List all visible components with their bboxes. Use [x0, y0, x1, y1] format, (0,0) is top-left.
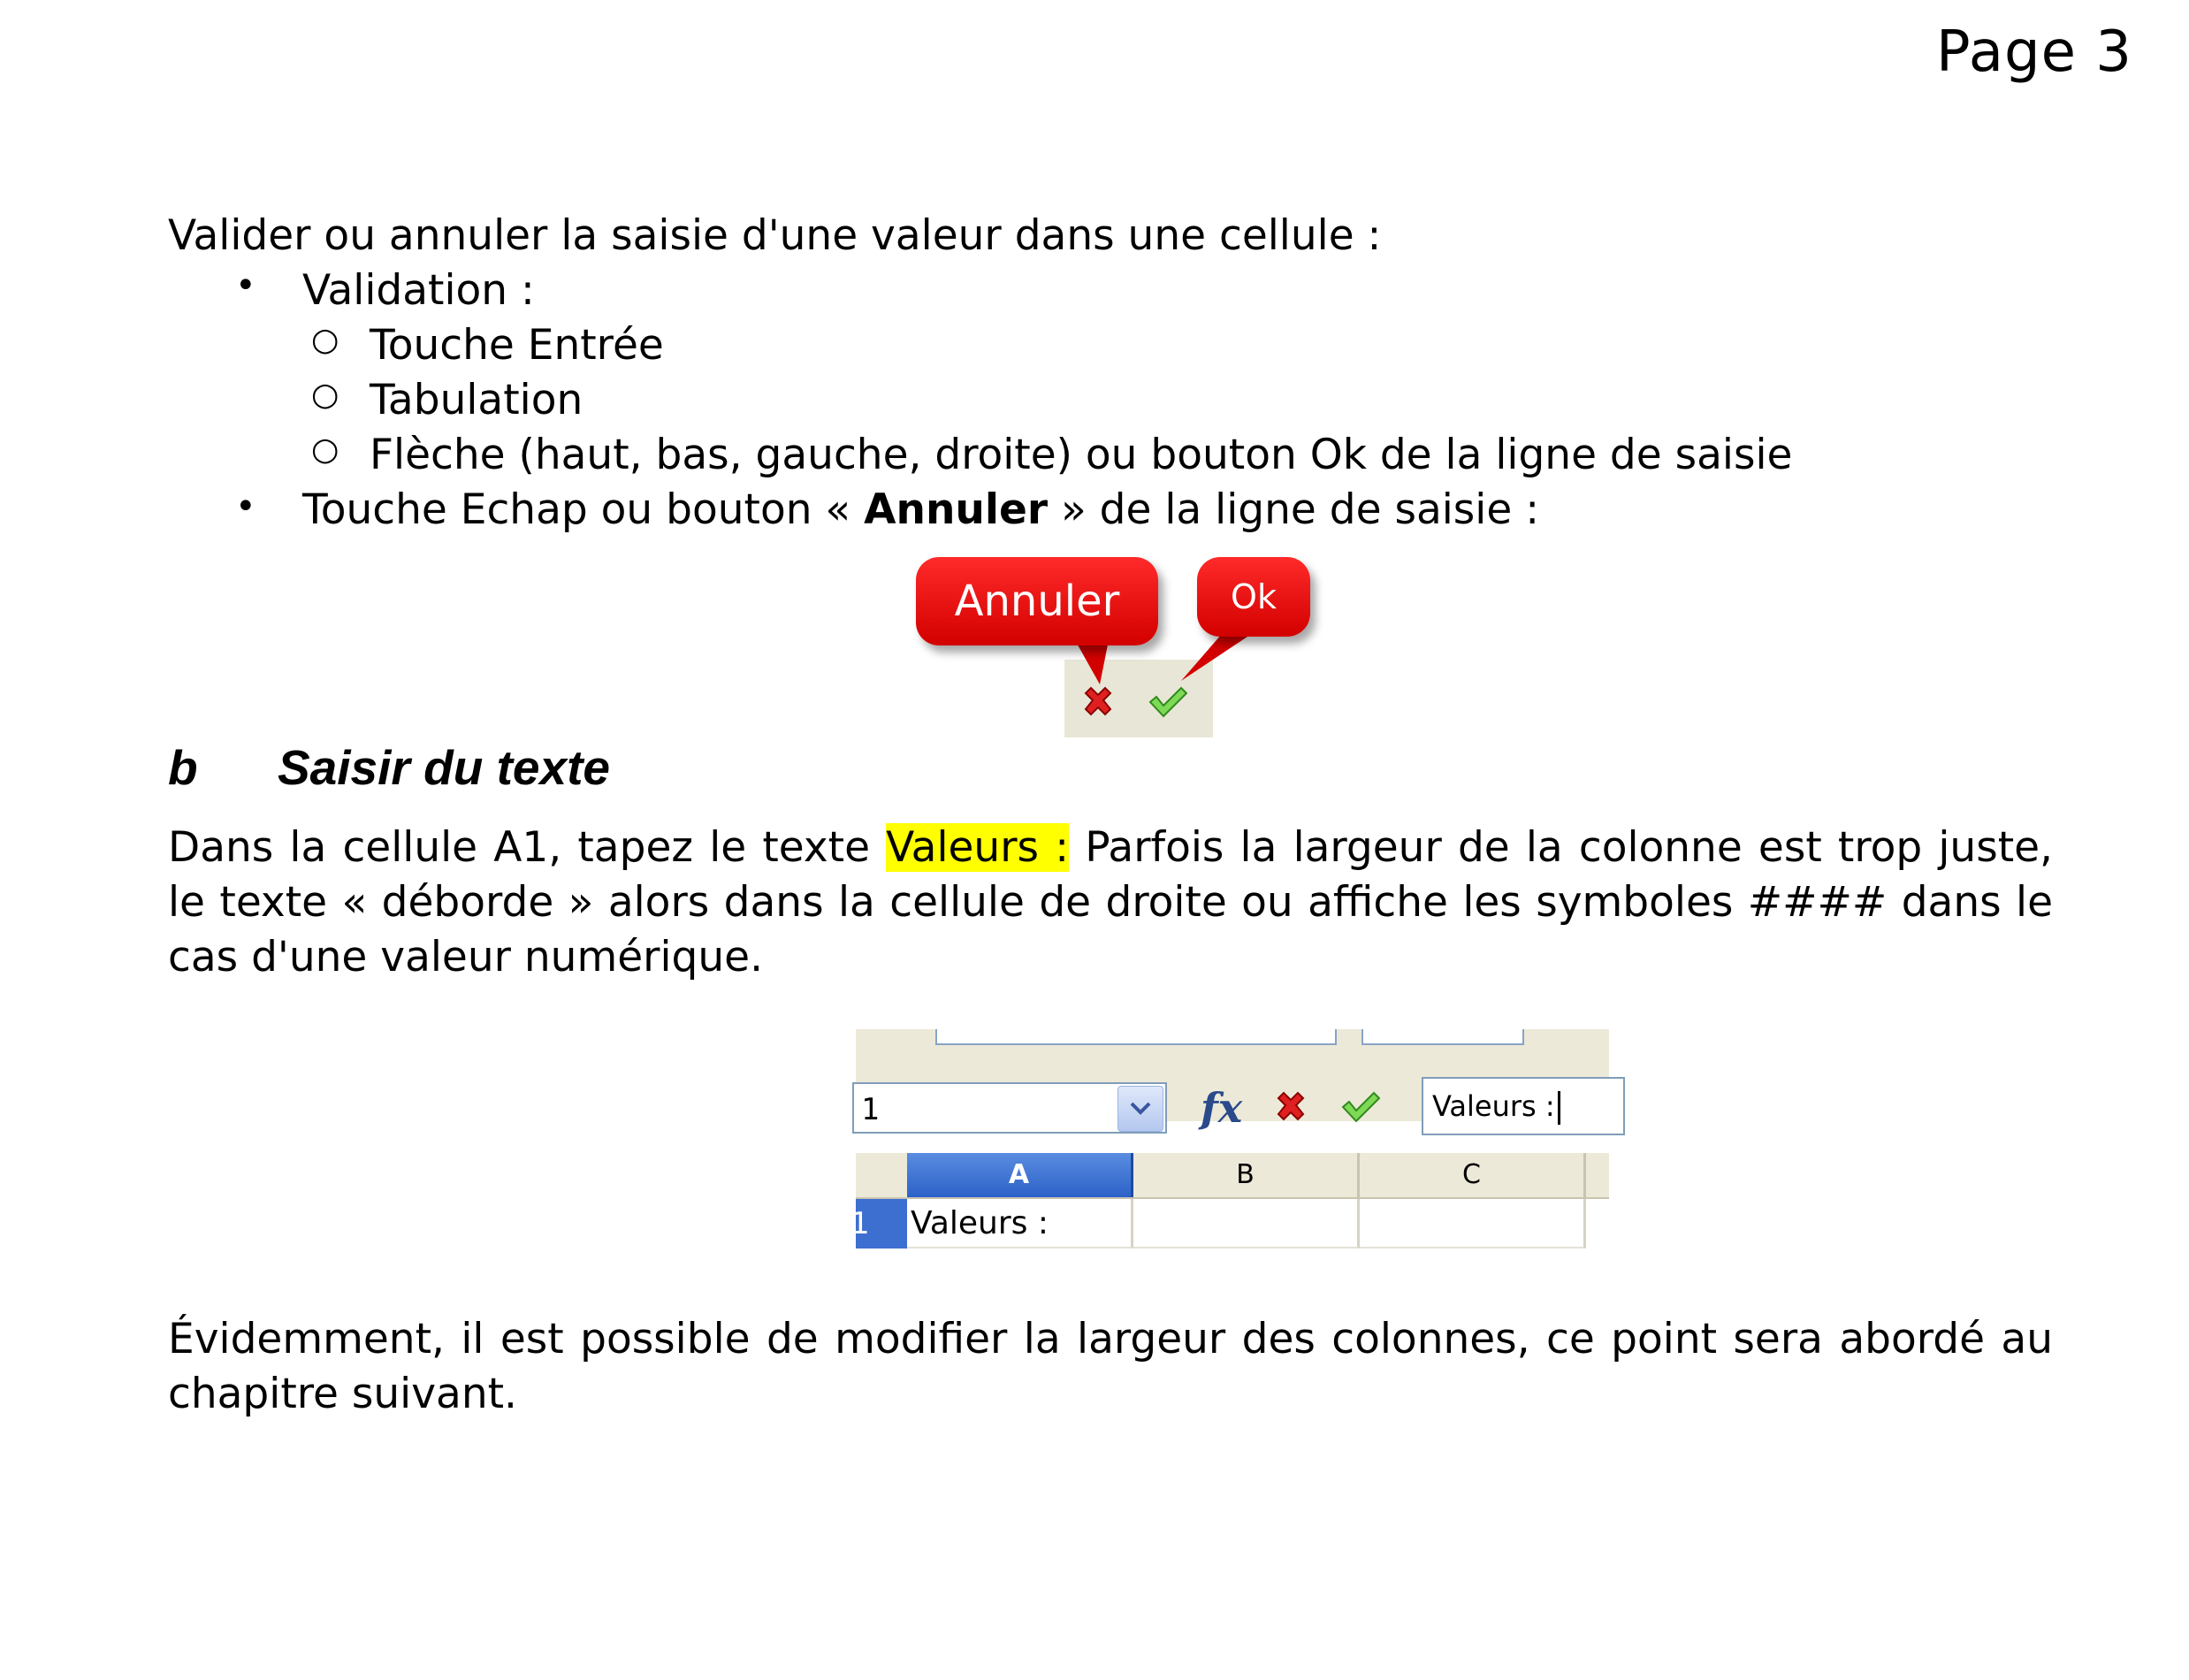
ok-check-icon[interactable]	[1148, 684, 1188, 720]
spreadsheet-figure	[850, 1029, 1609, 1256]
cancel-x-icon[interactable]	[1080, 684, 1116, 720]
intro-line: Valider ou annuler la saisie d'une valeur dans une cellule :	[168, 211, 1382, 260]
bullet-echap-after: » de la ligne de saisie :	[1048, 485, 1540, 534]
bullet-glyph: •	[235, 265, 256, 306]
sub-bullet-glyph: ○	[311, 322, 339, 358]
chevron-down-icon	[1128, 1100, 1153, 1118]
name-box-dropdown[interactable]	[1117, 1086, 1163, 1132]
bullet-echap	[302, 483, 1539, 538]
column-header-b[interactable]: B	[1133, 1153, 1360, 1197]
cell-c1[interactable]	[1360, 1199, 1586, 1249]
function-wizard-icon[interactable]: fx	[1201, 1084, 1243, 1132]
bullet-glyph: •	[235, 486, 256, 527]
column-header-a[interactable]: A	[907, 1153, 1133, 1197]
bullet-validation: Validation :	[302, 266, 535, 315]
paragraph-evidemment: Évidemment, il est possible de modifier la largeur des colonnes, ce point sera abordé au chapitre suivant.	[168, 1315, 2053, 1418]
text-caret	[1558, 1091, 1560, 1125]
column-header-c[interactable]: C	[1360, 1153, 1586, 1197]
paragraph-saisir-texte	[168, 821, 2053, 985]
paragraph1-before: Dans la cellule A1, tapez le texte	[168, 823, 887, 872]
bullet-echap-bold: Annuler	[864, 485, 1049, 534]
toolbar-field[interactable]	[935, 1029, 1337, 1045]
name-box[interactable]: 1	[852, 1082, 1167, 1134]
section-letter: b	[168, 740, 198, 795]
cell-b1[interactable]	[1133, 1199, 1360, 1249]
paragraph1-after: Parfois la largeur de la colonne est trop juste, le texte « déborde » alors dans la cellule de droite ou affiche les symboles #### dans le cas d'une valeur numérique.	[168, 823, 2053, 981]
row-header-1[interactable]: 1	[856, 1199, 907, 1249]
cancel-x-icon[interactable]	[1273, 1089, 1308, 1125]
page-number: Page 3	[1936, 19, 2132, 85]
annuler-callout: Annuler	[916, 557, 1158, 645]
sub-bullet-glyph: ○	[311, 377, 339, 413]
ok-callout: Ok	[1197, 557, 1310, 637]
sub-item-tabulation: Tabulation	[370, 376, 583, 424]
bullet-echap-before: Touche Echap ou bouton «	[302, 485, 865, 534]
toolbar-field[interactable]	[1361, 1029, 1524, 1045]
sub-item-entree: Touche Entrée	[370, 321, 664, 370]
cell-a1[interactable]: Valeurs :	[907, 1199, 1133, 1249]
ok-check-icon[interactable]	[1340, 1089, 1381, 1125]
callout-figure	[916, 552, 1323, 737]
section-heading	[168, 739, 610, 796]
input-line[interactable]	[1422, 1077, 1625, 1135]
highlighted-text: Valeurs :	[886, 823, 1070, 872]
sub-bullet-glyph: ○	[311, 431, 339, 468]
sub-item-fleche: Flèche (haut, bas, gauche, droite) ou bouton Ok de la ligne de saisie	[370, 431, 1793, 479]
section-title: Saisir du texte	[278, 740, 610, 795]
input-line-text: Valeurs :	[1432, 1089, 1555, 1123]
